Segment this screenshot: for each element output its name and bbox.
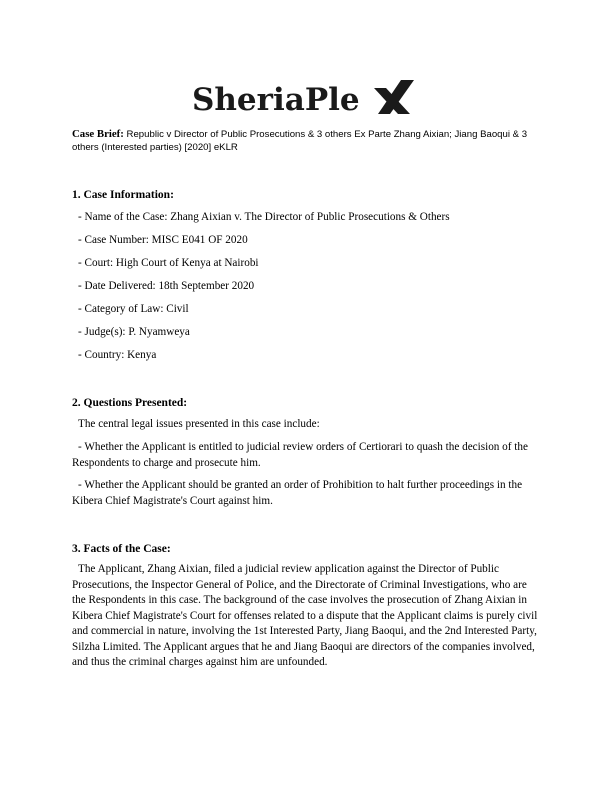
logo-x-mark (374, 80, 414, 114)
case-info-judge: - Judge(s): P. Nyamweya (78, 326, 190, 338)
case-brief-label: Case Brief: (72, 128, 124, 140)
case-info-date: - Date Delivered: 18th September 2020 (78, 280, 255, 292)
case-info-number: - Case Number: MISC E041 OF 2020 (78, 234, 248, 246)
case-info-category: - Category of Law: Civil (78, 303, 189, 315)
case-brief-text: Republic v Director of Public Prosecutions & 3 others Ex Parte Zhang Aixian; Jiang Baoqui & 3 others (Interested parties) [2020] eKLR (72, 129, 528, 153)
case-info-name: - Name of the Case: Zhang Aixian v. The Director of Public Prosecutions & Others (78, 211, 450, 223)
question-item: - Whether the Applicant should be granted an order of Prohibition to halt further proceedings in the Kibera Chief Magistrate's Court against him. (72, 479, 523, 507)
section-heading-questions: 2. Questions Presented: (72, 397, 188, 409)
questions-intro: The central legal issues presented in this case include: (78, 418, 320, 430)
sheriaplex-logo (188, 74, 418, 122)
facts-paragraph: The Applicant, Zhang Aixian, filed a judicial review application against the Director of Public Prosecutions, the Inspector General of Police, and the Directorate of Criminal Investigations, who are the Respondents in this case. The background of the case involves the prosecution of Zhang Aixian in Kibera Chief Magistrate's Court for offenses related to a dispute that the Applicant claims is purely civil and commercial in nature, involving the 1st Interested Party, Jiang Baoqui, and the 2nd Interested Party, Silzha Limited. The Applicant argues that he and Jiang Baoqui are directors of the companies involved, and thus the criminal charges against him are unfounded. (72, 563, 538, 668)
logo-text: SheriaPle (192, 82, 360, 118)
case-info-country: - Country: Kenya (78, 349, 157, 361)
section-heading-facts: 3. Facts of the Case: (72, 543, 171, 555)
case-info-court: - Court: High Court of Kenya at Nairobi (78, 257, 259, 269)
question-item: - Whether the Applicant is entitled to judicial review orders of Certiorari to quash the decision of the Respondents to charge and prosecute him. (72, 441, 528, 469)
section-heading-case-information: 1. Case Information: (72, 189, 174, 201)
case-brief (72, 128, 542, 154)
